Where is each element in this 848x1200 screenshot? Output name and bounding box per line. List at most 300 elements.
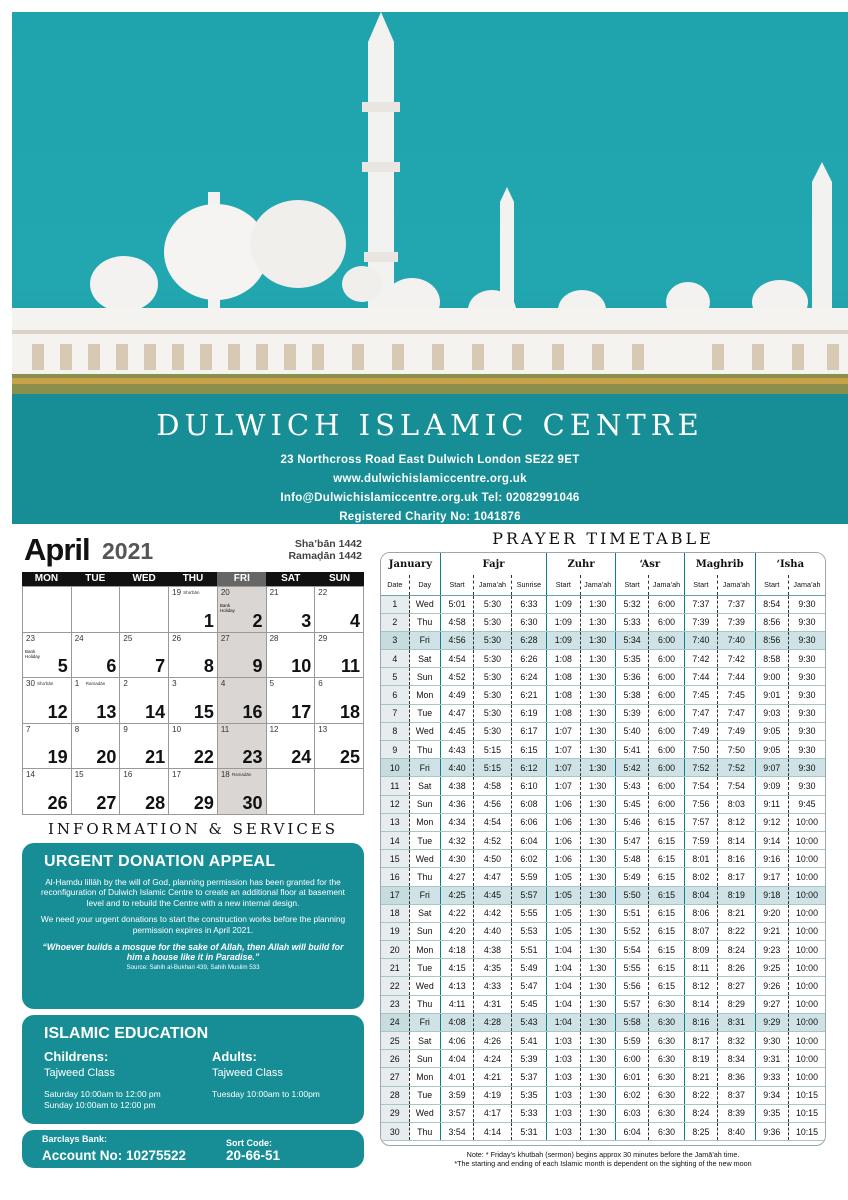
timetable-cell: 8:29 [718,995,756,1013]
timetable-cell: Sat [409,650,440,668]
timetable-cell: 10:00 [788,831,825,849]
timetable-cell: Wed [409,1104,440,1122]
timetable-cell: 6:30 [649,1013,684,1031]
timetable-cell: 5:49 [511,959,546,977]
timetable-cell: 4:56 [474,795,512,813]
timetable-cell: 1:04 [547,1013,580,1031]
hijri-month-label: Sha'bān [183,590,200,595]
header-banner [12,394,848,524]
timetable-cell: 10:00 [788,1068,825,1086]
timetable-cell: 9:23 [755,941,788,959]
timetable-cell: 4:17 [474,1104,512,1122]
timetable-cell: 6:00 [649,777,684,795]
timetable-cell: 1:03 [547,1086,580,1104]
timetable-cell: 9:16 [755,850,788,868]
timetable-cell: 5:59 [511,868,546,886]
timetable-row [381,850,825,868]
timetable-cell: 6:15 [649,813,684,831]
timetable-cell: 9:27 [755,995,788,1013]
timetable-cell: 6:30 [649,1032,684,1050]
timetable-cell: 4:45 [474,886,512,904]
timetable-cell: 6:30 [649,1086,684,1104]
timetable-cell: 8:17 [684,1032,717,1050]
timetable-cell: 13 [381,813,409,831]
timetable-cell: 4:25 [440,886,473,904]
timetable-cell: Mon [409,813,440,831]
sort-code-label: Sort Code: [226,1138,272,1148]
timetable-row [381,704,825,722]
calendar-header [22,532,364,572]
timetable-cell: 6:00 [615,1050,648,1068]
timetable-cell: 9:31 [755,1050,788,1068]
calendar-grid [22,586,364,815]
timetable-row [381,613,825,631]
hijri-date: 17 [172,770,182,780]
weekday-tue: TUE [85,573,106,584]
timetable-cell: 4:56 [440,631,473,649]
hijri-date: 4 [220,679,226,689]
timetable-cell: 8:32 [718,1032,756,1050]
timetable-cell: 6:24 [511,668,546,686]
timetable-cell: 5:48 [615,850,648,868]
column-header: Sunrise [511,575,546,595]
timetable-cell: 8:12 [684,977,717,995]
gregorian-date: 23 [242,747,263,768]
calendar-day-cell [120,587,169,633]
timetable-cell: 10:00 [788,813,825,831]
timetable-cell: 5:30 [474,650,512,668]
children-classes [44,1049,161,1111]
gregorian-date: 18 [339,701,360,722]
timetable-cell: 10:00 [788,977,825,995]
timetable-cell: 9:30 [788,595,825,613]
timetable-cell: 1 [381,595,409,613]
timetable-cell: 6:00 [649,631,684,649]
timetable-cell: 4:15 [440,959,473,977]
timetable-cell: 5:47 [511,977,546,995]
hijri-date: 20 [220,588,230,597]
timetable-cell: 8:14 [718,831,756,849]
timetable-cell: 4 [381,650,409,668]
timetable-cell: 5:30 [474,613,512,631]
timetable-notes [380,1150,826,1168]
calendar-day-cell [218,633,267,679]
timetable-cell: 9:05 [755,722,788,740]
timetable-cell: 9:34 [755,1086,788,1104]
hijri-month-label: Sha'bān [37,681,54,687]
timetable-cell: 3:59 [440,1086,473,1104]
gregorian-date: 29 [193,792,214,813]
hijri-month-2: Ramaḍān 1442 [288,550,362,562]
timetable-cell: 5:37 [511,1068,546,1086]
timetable-cell: 8 [381,722,409,740]
hijri-date: 13 [318,724,328,734]
timetable-cell: 10 [381,759,409,777]
column-header: Day [409,575,440,595]
hijri-date: 5 [269,679,275,689]
hijri-date: 1 [74,679,80,689]
hijri-date: 8 [74,724,80,734]
timetable-cell: 4:34 [440,813,473,831]
gregorian-date: 19 [47,747,68,768]
timetable-cell: 1:04 [547,941,580,959]
hijri-date: 2 [123,679,128,689]
timetable-row [381,1086,825,1104]
timetable-cell: 5:33 [511,1104,546,1122]
gregorian-date: 1 [203,610,214,631]
weekday-sun: SUN [329,573,351,584]
timetable-cell: 5:47 [615,831,648,849]
timetable-cell: 6:00 [649,741,684,759]
contact-info[interactable]: Info@Dulwichislamiccentre.org.uk Tel: 02082991046 [280,492,580,504]
timetable-cell: 9:00 [755,668,788,686]
calendar-day-cell [218,587,267,633]
timetable-cell: 1:03 [547,1068,580,1086]
timetable-row [381,941,825,959]
donation-para-2: We need your urgent donations to start the construction works before the planning permission expires in April 2021. [40,914,346,935]
timetable-cell: 6:15 [649,831,684,849]
calendar-day-cell [23,678,72,724]
column-header: Jama’ah [474,575,512,595]
timetable-cell: 5:30 [474,668,512,686]
mosque-illustration [12,12,848,394]
timetable-cell: 9:05 [755,741,788,759]
timetable-cell: 4:58 [474,777,512,795]
timetable-cell: 9:36 [755,1122,788,1140]
timetable-cell: 1:09 [547,631,580,649]
timetable-cell: 8:56 [755,631,788,649]
timetable-cell: 1:30 [580,886,615,904]
timetable-cell: 10:00 [788,1032,825,1050]
calendar-day-cell [315,769,364,815]
timetable-cell: 4:54 [440,650,473,668]
timetable-cell: 1:30 [580,813,615,831]
khutbah-note: Note: * Friday’s khutbah (sermon) begins approx 30 minutes before the Jamā’ah time. [466,1150,740,1159]
timetable-cell: 6 [381,686,409,704]
timetable-cell: 1:30 [580,868,615,886]
gregorian-date: 15 [193,701,214,722]
timetable-cell: 4:49 [440,686,473,704]
timetable-cell: 5:43 [615,777,648,795]
prayer-timetable [380,552,826,1146]
hijri-date: 25 [123,633,133,643]
timetable-cell: 1:30 [580,1032,615,1050]
group-maghrib: Maghrib [684,553,755,575]
hijri-date: 10 [172,724,182,734]
column-header: Jama’ah [649,575,684,595]
timetable-cell: 8:27 [718,977,756,995]
hijri-date: 23 [26,633,35,643]
mosque-photo [12,12,848,394]
timetable-cell: 9:45 [788,795,825,813]
timetable-cell: 5:30 [474,595,512,613]
timetable-cell: 1:30 [580,995,615,1013]
calendar-day-cell [267,587,316,633]
timetable-cell: 10:15 [788,1122,825,1140]
timetable-cell: 1:30 [580,686,615,704]
timetable-cell: 10:00 [788,995,825,1013]
timetable-cell: 5:35 [511,1086,546,1104]
timetable-cell: 8:06 [684,904,717,922]
timetable-cell: 5:46 [615,813,648,831]
timetable-cell: 1:30 [580,977,615,995]
timetable-row [381,650,825,668]
timetable-cell: 5:41 [615,741,648,759]
gregorian-date: 16 [242,701,263,722]
hijri-date: 6 [318,679,323,689]
timetable-row [381,1013,825,1031]
timetable-cell: 5:40 [615,722,648,740]
timetable-cell: 8:26 [718,959,756,977]
timetable-cell: 4:42 [474,904,512,922]
timetable-cell: 7:50 [718,741,756,759]
timetable-row [381,995,825,1013]
weekday-thu: THU [182,573,204,584]
gregorian-date: 20 [96,747,117,768]
timetable-cell: Sat [409,777,440,795]
calendar-day-cell [23,587,72,633]
timetable-cell: 1:30 [580,668,615,686]
timetable-cell: 6:30 [649,1050,684,1068]
weekday-mon: MON [34,573,59,584]
gregorian-date: 25 [339,747,360,768]
timetable-cell: 5:31 [511,1122,546,1140]
timetable-cell: 7:40 [684,631,717,649]
timetable-cell: 7:57 [684,813,717,831]
timetable-cell: 1:30 [580,959,615,977]
gregorian-date: 14 [145,701,166,722]
timetable-cell: Fri [409,631,440,649]
timetable-cell: 9:30 [788,686,825,704]
timetable-cell: 4:06 [440,1032,473,1050]
timetable-cell: Mon [409,686,440,704]
calendar-day-cell [169,769,218,815]
timetable-cell: 11 [381,777,409,795]
hijri-date: 27 [220,633,230,643]
calendar-day-cell [72,633,121,679]
timetable-cell: 4:38 [440,777,473,795]
timetable-cell: 4:19 [474,1086,512,1104]
timetable-cell: 9:30 [788,650,825,668]
timetable-cell: 1:30 [580,795,615,813]
timetable-row [381,922,825,940]
timetable-cell: 1:30 [580,1104,615,1122]
calendar-day-cell [169,587,218,633]
timetable-row [381,977,825,995]
timetable-cell: 1:30 [580,741,615,759]
timetable-cell: 1:08 [547,668,580,686]
timetable-cell: 7:54 [684,777,717,795]
website[interactable]: www.dulwichislamiccentre.org.uk [333,473,527,485]
hijri-date: 26 [172,633,182,643]
timetable-cell: 25 [381,1032,409,1050]
gregorian-date: 4 [349,610,360,631]
account-number: Account No: 10275522 [42,1148,187,1163]
gregorian-date: 2 [252,610,263,631]
timetable-cell: 4:18 [440,941,473,959]
bank-holiday-note: Bank Holiday [25,648,41,659]
timetable-cell: 5:55 [615,959,648,977]
gregorian-date: 12 [47,701,68,722]
timetable-cell: 5:58 [615,1013,648,1031]
timetable-cell: 5:01 [440,595,473,613]
column-header: Start [684,575,717,595]
islamic-education-box [22,1015,364,1124]
group-asr: ‘Asr [615,553,684,575]
timetable-cell: 8:21 [684,1068,717,1086]
timetable-subheader [381,575,825,595]
bank-details-box [22,1130,364,1168]
calendar-day-cell [267,724,316,770]
timetable-cell: 5:34 [615,631,648,649]
timetable-cell: 6:10 [511,777,546,795]
timetable-cell: Mon [409,1068,440,1086]
hijri-date: 30 [26,679,35,689]
column-header: Jama’ah [580,575,615,595]
timetable-cell: 1:30 [580,650,615,668]
timetable-cell: 6:00 [649,613,684,631]
timetable-cell: 7:59 [684,831,717,849]
timetable-row [381,722,825,740]
hijri-date: 28 [269,633,279,643]
timetable-cell: 9:33 [755,1068,788,1086]
timetable-cell: 7:47 [684,704,717,722]
timetable-cell: 5:51 [511,941,546,959]
timetable-row [381,904,825,922]
timetable-cell: 29 [381,1104,409,1122]
timetable-cell: 7:39 [718,613,756,631]
timetable-cell: 1:05 [547,868,580,886]
timetable-cell: 9:30 [788,722,825,740]
timetable-cell: 9:03 [755,704,788,722]
timetable-row [381,1050,825,1068]
group-isha: ‘Isha [755,553,825,575]
timetable-cell: 8:37 [718,1086,756,1104]
timetable-cell: 6:21 [511,686,546,704]
timetable-cell: 5:41 [511,1032,546,1050]
gregorian-date: 7 [155,656,166,677]
hijri-date: 15 [74,770,84,780]
adults-class: Tajweed Class [212,1067,283,1079]
hijri-date: 16 [123,770,133,780]
timetable-row [381,1068,825,1086]
timetable-row [381,1032,825,1050]
gregorian-date: 5 [57,656,68,677]
timetable-cell: Sun [409,795,440,813]
bank-label: Barclays Bank: [42,1134,108,1144]
timetable-cell: 1:03 [547,1122,580,1140]
sort-code: 20-66-51 [226,1148,281,1163]
column-header: Jama’ah [788,575,825,595]
timetable-cell: 5:39 [615,704,648,722]
gregorian-date: 6 [106,656,117,677]
column-header: Start [440,575,473,595]
calendar-day-cell [267,678,316,724]
timetable-cell: 6:30 [649,1104,684,1122]
timetable-cell: 5:56 [615,977,648,995]
timetable-cell: 10:00 [788,941,825,959]
timetable-cell: 18 [381,904,409,922]
gregorian-date: 30 [242,792,263,813]
timetable-cell: 9:14 [755,831,788,849]
timetable-cell: 8:22 [718,922,756,940]
hijri-date: 22 [318,588,328,597]
timetable-cell: 6:15 [511,741,546,759]
timetable-body [381,595,825,1141]
timetable-cell: 1:04 [547,977,580,995]
timetable-cell: 6:02 [511,850,546,868]
timetable-cell: 6:17 [511,722,546,740]
timetable-cell: 4:36 [440,795,473,813]
timetable-cell: 1:07 [547,777,580,795]
timetable-cell: 6:30 [649,1122,684,1140]
timetable-cell: 1:30 [580,1122,615,1140]
calendar-day-cell [315,678,364,724]
timetable-cell: 4:24 [474,1050,512,1068]
timetable-cell: 8:16 [718,850,756,868]
weekday-sat: SAT [281,573,301,584]
timetable-cell: 8:40 [718,1122,756,1140]
hijri-date: 24 [74,633,84,643]
timetable-cell: 4:32 [440,831,473,849]
timetable-cell: 8:19 [718,886,756,904]
timetable-cell: 4:47 [474,868,512,886]
timetable-cell: 8:58 [755,650,788,668]
hijri-date: 9 [123,724,128,734]
charity-number: Registered Charity No: 1041876 [339,511,521,523]
weekday-wed: WED [132,573,156,584]
timetable-cell: Mon [409,941,440,959]
gregorian-date: 21 [145,747,166,768]
timetable-cell: 1:09 [547,595,580,613]
timetable-cell: 7:42 [718,650,756,668]
calendar-day-cell [169,678,218,724]
timetable-cell: 6:26 [511,650,546,668]
gregorian-date: 8 [203,656,214,677]
timetable-cell: 1:06 [547,813,580,831]
timetable-cell: 5:49 [615,868,648,886]
children-time-1: Saturday 10:00am to 12:00 pm [44,1089,161,1099]
timetable-row [381,631,825,649]
weekday-fri: FRI [217,572,266,586]
timetable-cell: 12 [381,795,409,813]
donation-heading: URGENT DONATION APPEAL [44,853,276,870]
timetable-cell: 8:25 [684,1122,717,1140]
timetable-cell: 5:52 [615,922,648,940]
timetable-cell: 1:30 [580,941,615,959]
timetable-cell: 5:30 [474,722,512,740]
hijri-date: 29 [318,633,328,643]
timetable-cell: 5:55 [511,904,546,922]
timetable-cell: 6:15 [649,850,684,868]
info-services-title: INFORMATION & SERVICES [47,820,339,838]
hijri-date: 21 [269,588,279,597]
timetable-cell: 9:20 [755,904,788,922]
timetable-cell: 9:07 [755,759,788,777]
timetable-cell: 8:09 [684,941,717,959]
timetable-cell: 8:19 [684,1050,717,1068]
timetable-cell: 14 [381,831,409,849]
timetable-cell: 5:43 [511,1013,546,1031]
timetable-cell: 1:30 [580,1013,615,1031]
timetable-cell: 4:40 [474,922,512,940]
timetable-cell: 9:21 [755,922,788,940]
timetable-row [381,1122,825,1140]
timetable-cell: 22 [381,977,409,995]
timetable-cell: 4:54 [474,813,512,831]
timetable-cell: 6:03 [615,1104,648,1122]
timetable-cell: 8:16 [684,1013,717,1031]
